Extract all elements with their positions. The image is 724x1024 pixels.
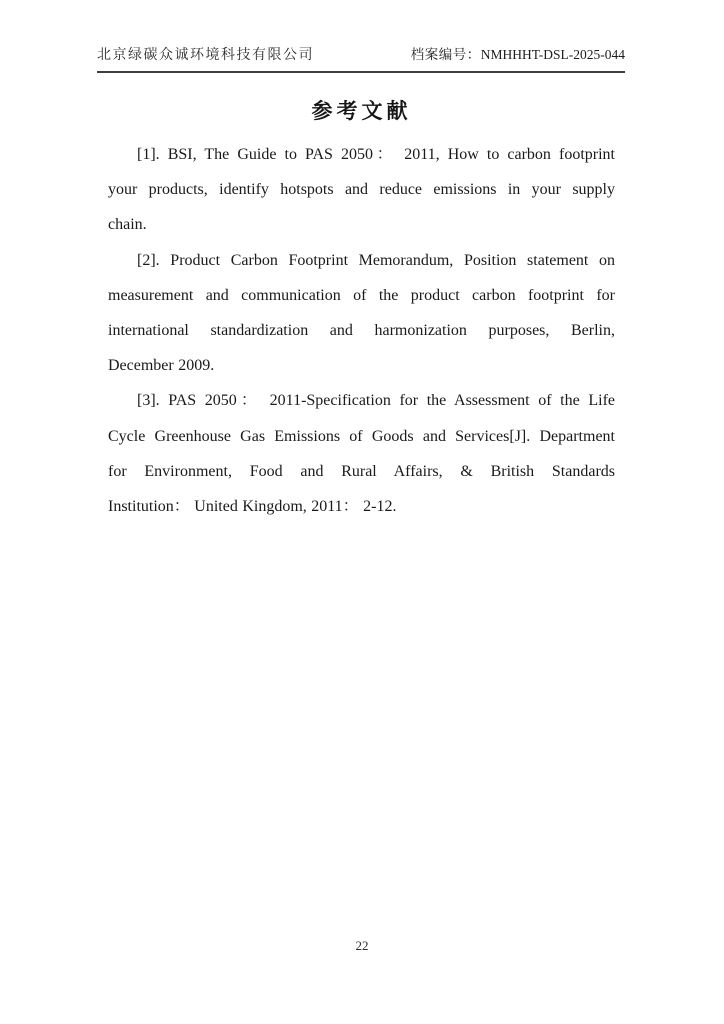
- reference-line: Institution： United Kingdom, 2011： 2-12.: [108, 498, 397, 516]
- reference-item-2: [108, 243, 615, 384]
- page-title: 参考文献: [311, 99, 412, 123]
- reference-line: December 2009.: [108, 357, 215, 375]
- reference-line: [2]. Product Carbon Footprint Memorandum, Position statement on: [137, 251, 615, 269]
- archive-number: [411, 43, 625, 63]
- archive-number-value: NMHHHT-DSL-2025-044: [480, 47, 625, 62]
- reference-line: measurement and communication of the product carbon footprint for: [108, 286, 615, 304]
- references-list: [108, 137, 615, 524]
- reference-line: chain.: [108, 216, 147, 234]
- reference-item-1: [108, 137, 615, 243]
- reference-line: [1]. BSI, The Guide to PAS 2050： 2011, How to carbon footprint: [137, 146, 615, 163]
- reference-line: for Environment, Food and Rural Affairs, & British Standards: [108, 462, 615, 480]
- page-number: 22: [355, 938, 369, 953]
- reference-item-3: [108, 383, 615, 524]
- archive-number-label: 档案编号：: [410, 47, 481, 62]
- reference-line: Cycle Greenhouse Gas Emissions of Goods and Services[J]. Department: [108, 427, 615, 445]
- reference-line: international standardization and harmonization purposes, Berlin,: [108, 322, 615, 340]
- reference-line: your products, identify hotspots and reduce emissions in your supply: [108, 181, 615, 199]
- page-header: [97, 43, 625, 73]
- reference-line: [3]. PAS 2050： 2011-Specification for the Assessment of the Life: [137, 392, 615, 410]
- company-name: 北京绿碳众诚环境科技有限公司: [97, 48, 314, 63]
